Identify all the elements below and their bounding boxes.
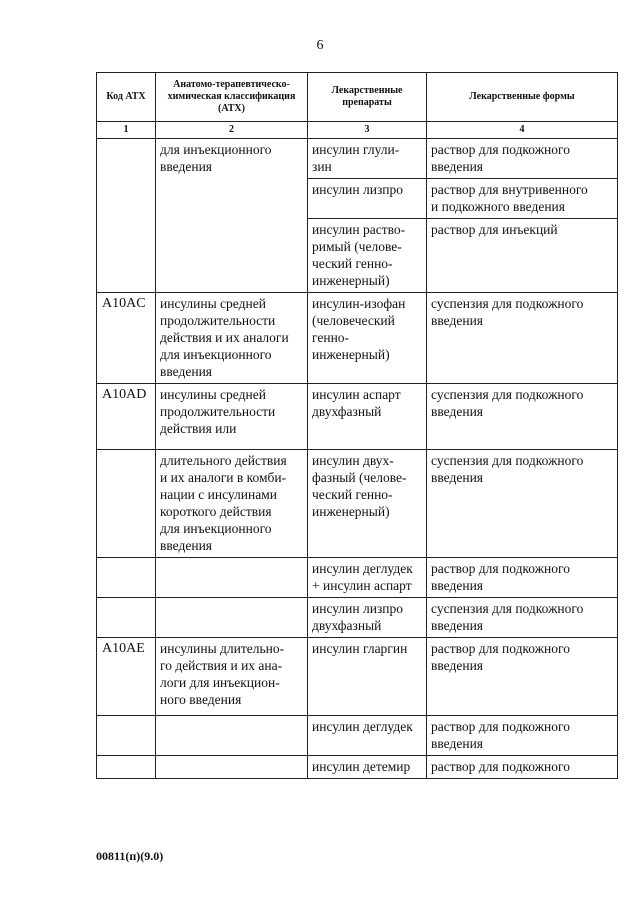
- form-cell: раствор для подкожного введения: [427, 716, 618, 756]
- classification-cell: инсулины средней продолжительности действия и их аналоги для инъекционного введения: [156, 293, 308, 384]
- drug-cell: инсулин деглудек: [308, 716, 427, 756]
- classification-cell: [156, 598, 308, 638]
- header-drugs: Лекарственные препараты: [308, 73, 427, 122]
- classification-cell: [156, 716, 308, 756]
- drug-cell: инсулин деглудек + инсулин аспарт: [308, 558, 427, 598]
- table-row: [97, 384, 618, 450]
- drug-cell: инсулин гларгин: [308, 638, 427, 716]
- drug-cell: инсулин двух- фазный (челове- ческий генно- инженерный): [308, 450, 427, 558]
- atx-code-cell: A10AE: [97, 638, 156, 716]
- drug-cell: инсулин глули- зин: [308, 139, 427, 179]
- table-row: [97, 638, 618, 716]
- atx-code-cell: [97, 558, 156, 598]
- document-code-footer: 00811(п)(9.0): [96, 849, 164, 863]
- column-number: 4: [427, 122, 618, 139]
- drug-cell: инсулин лизпро двухфазный: [308, 598, 427, 638]
- form-cell: раствор для внутривенного и подкожного введения: [427, 179, 618, 219]
- column-number: 3: [308, 122, 427, 139]
- form-cell: раствор для подкожного: [427, 756, 618, 779]
- table-row: [97, 716, 618, 756]
- form-cell: суспензия для подкожного введения: [427, 450, 618, 558]
- classification-cell: инсулины средней продолжительности действия или: [156, 384, 308, 450]
- classification-cell: для инъекционного введения: [156, 139, 308, 293]
- drug-cell: инсулин-изофан (человеческий генно- инженерный): [308, 293, 427, 384]
- page-number: 6: [316, 38, 324, 53]
- table-row: [97, 756, 618, 779]
- form-cell: раствор для подкожного введения: [427, 558, 618, 598]
- atx-code-cell: [97, 450, 156, 558]
- atx-code-cell: [97, 716, 156, 756]
- form-cell: суспензия для подкожного введения: [427, 384, 618, 450]
- form-cell: раствор для инъекций: [427, 219, 618, 293]
- form-cell: раствор для подкожного введения: [427, 638, 618, 716]
- atx-code-cell: [97, 598, 156, 638]
- table-row: [97, 293, 618, 384]
- header-dosage-forms: Лекарственные формы: [427, 73, 618, 122]
- column-number-row: [97, 122, 618, 139]
- column-number: 1: [97, 122, 156, 139]
- classification-cell: [156, 756, 308, 779]
- header-atx-classification: Анатомо-терапевтическо-химическая классификация (АТХ): [156, 73, 308, 122]
- atx-drug-table: [96, 72, 618, 779]
- table-header-row: [97, 73, 618, 122]
- drug-cell: инсулин аспарт двухфазный: [308, 384, 427, 450]
- atx-code-cell: [97, 139, 156, 293]
- table-row: [97, 598, 618, 638]
- table-row: [97, 450, 618, 558]
- classification-cell: длительного действия и их аналоги в комби- нации с инсулинами короткого действия для инъекционного введения: [156, 450, 308, 558]
- drug-cell: инсулин детемир: [308, 756, 427, 779]
- table-row: [97, 139, 618, 179]
- drug-cell: инсулин лизпро: [308, 179, 427, 219]
- drug-cell: инсулин раство- римый (челове- ческий генно- инженерный): [308, 219, 427, 293]
- form-cell: суспензия для подкожного введения: [427, 293, 618, 384]
- table-row: [97, 558, 618, 598]
- classification-cell: [156, 558, 308, 598]
- column-number: 2: [156, 122, 308, 139]
- atx-code-cell: A10AD: [97, 384, 156, 450]
- atx-code-cell: [97, 756, 156, 779]
- classification-cell: инсулины длительно- го действия и их ана- логи для инъекцион- ного введения: [156, 638, 308, 716]
- form-cell: суспензия для подкожного введения: [427, 598, 618, 638]
- form-cell: раствор для подкожного введения: [427, 139, 618, 179]
- atx-code-cell: A10AC: [97, 293, 156, 384]
- header-atx-code: Код АТХ: [97, 73, 156, 122]
